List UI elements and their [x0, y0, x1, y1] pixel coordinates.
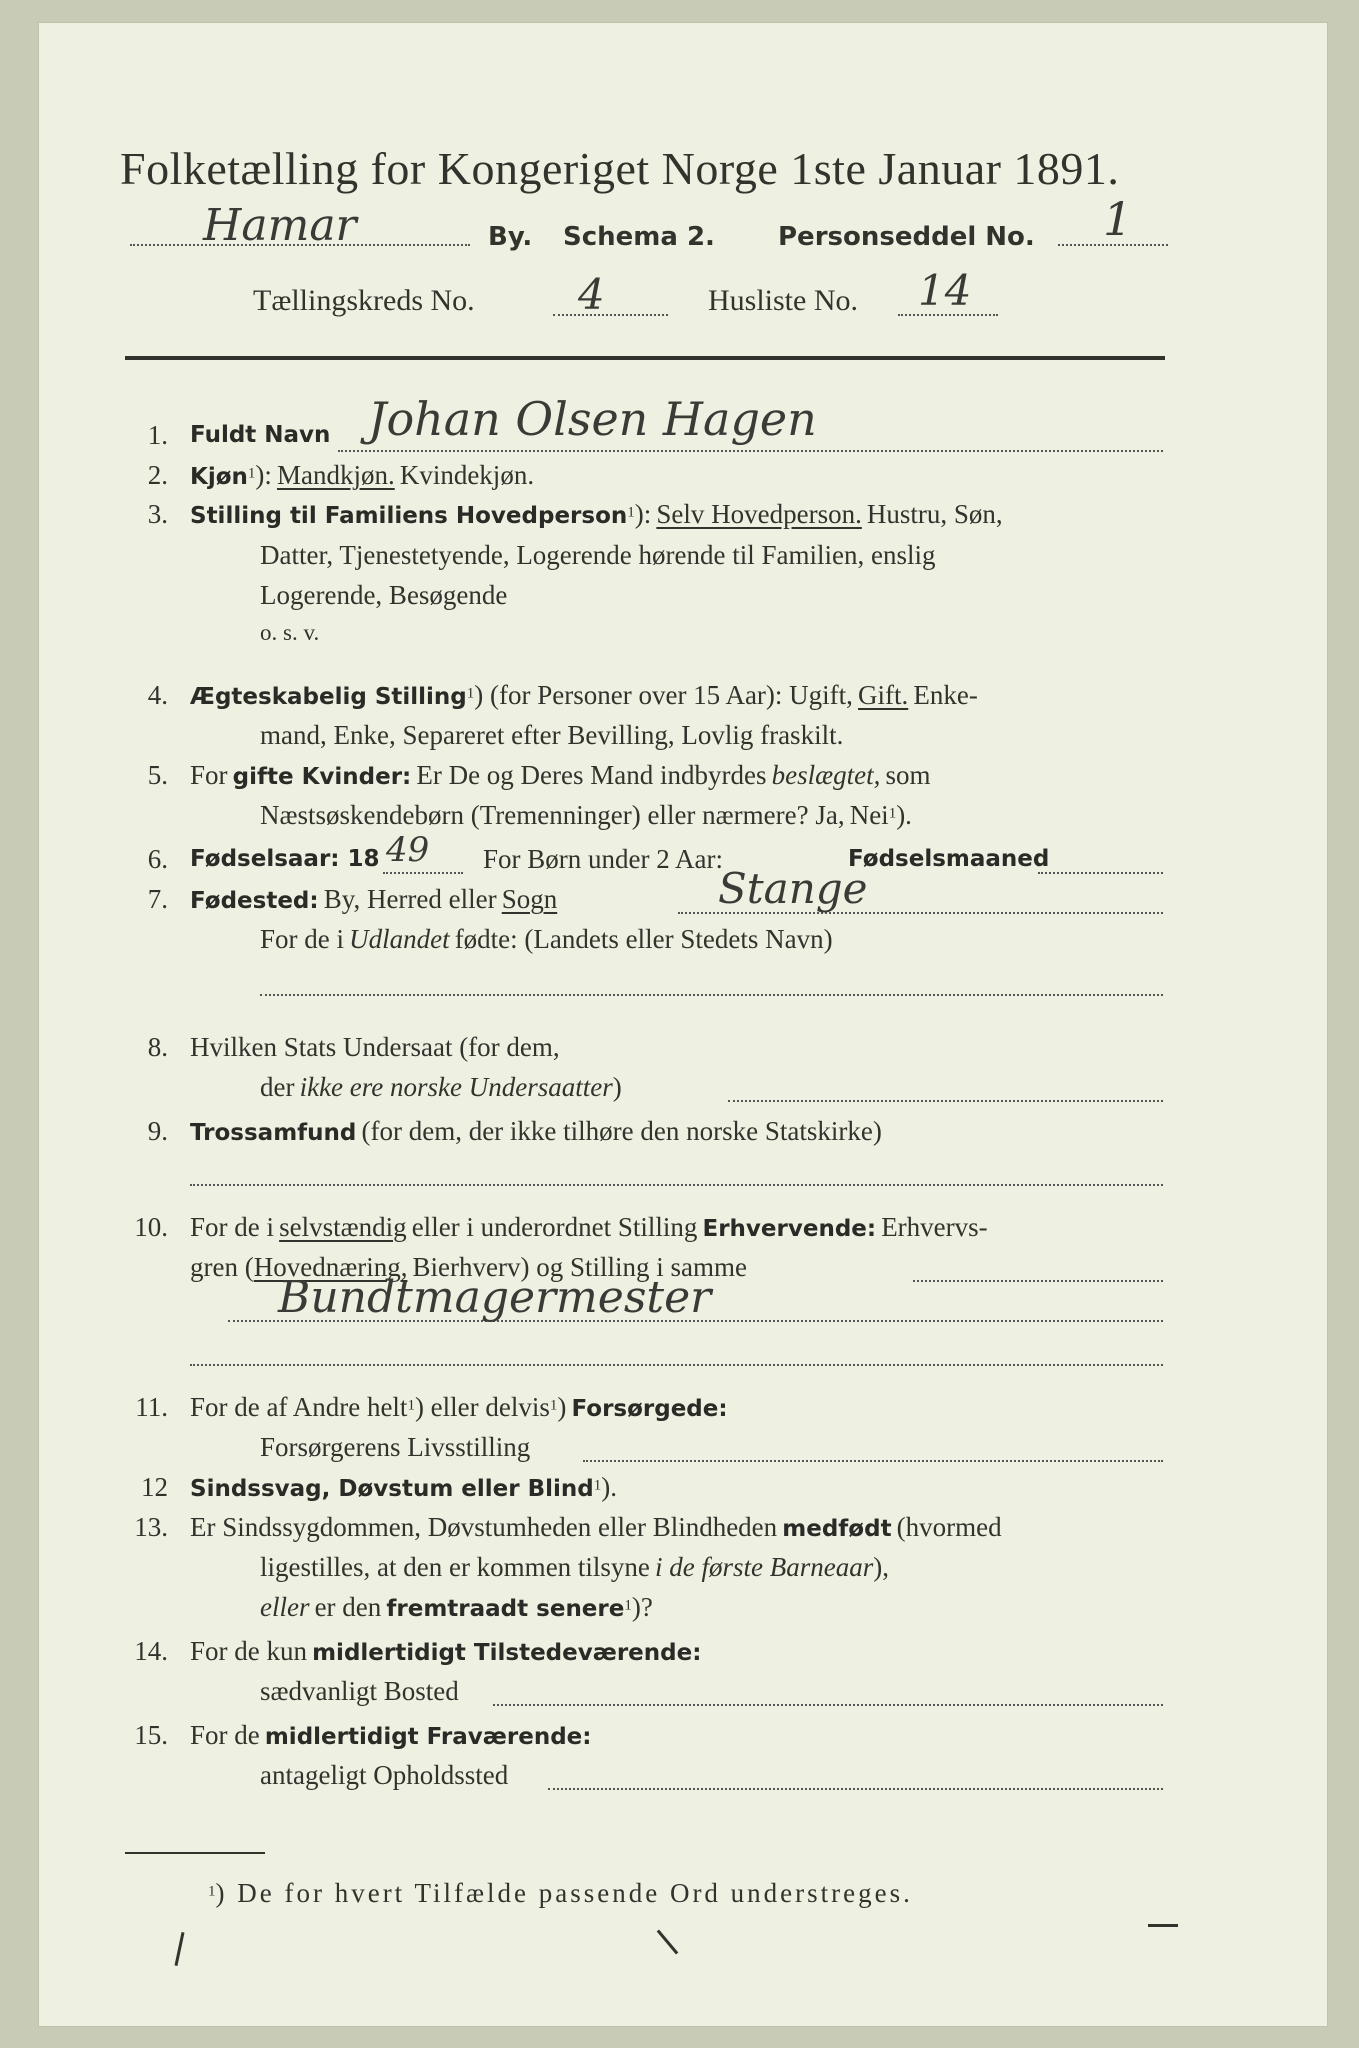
family-position-label: Stilling til Familiens Hovedperson [190, 503, 628, 529]
abroad-dotted-line [260, 994, 1163, 996]
congenital-line3-text: er den [314, 1592, 382, 1622]
birth-month-label: Fødselsmaaned [848, 846, 1050, 872]
supported-footnote-mark-1: 1 [407, 1397, 415, 1414]
temporary-absent-label: midlertidigt Fraværende: [264, 1724, 592, 1750]
occupation-selvstaendig: selvstændig [279, 1212, 407, 1242]
footnote-text: ) De for hvert Tilfælde passende Ord understreges. [215, 1878, 913, 1908]
occupation-dotted-line1 [913, 1280, 1163, 1282]
item-number: 10. [134, 1212, 168, 1242]
occupation-line1 [190, 1212, 988, 1243]
pen-mark [174, 1932, 184, 1966]
abroad-lead: For de i [260, 924, 344, 954]
citizenship-italic: ikke ere norske Undersaatter [299, 1072, 613, 1102]
family-position-footnote-mark: 1 [627, 504, 635, 521]
congenital-line3-close: )? [631, 1592, 653, 1622]
probable-residence-label: antageligt Opholdssted [260, 1760, 509, 1790]
birthplace-options: By, Herred eller [323, 884, 497, 914]
item-number: 8. [147, 1032, 168, 1062]
congenital-label: medfødt [782, 1516, 892, 1542]
husliste-label: Husliste No. [708, 284, 858, 317]
married-women-label: gifte Kvinder: [232, 764, 412, 790]
item-number: 13. [134, 1512, 168, 1542]
occupation-label: Erhvervende: [702, 1216, 877, 1242]
congenital-line2-italic: i de første Barneaar [655, 1552, 874, 1582]
birth-year-label: Fødselsaar: 18 [190, 846, 380, 872]
congenital-line2-text: ligestilles, at den er kommen tilsyne [260, 1552, 650, 1582]
item-number: 12 [141, 1472, 168, 1502]
citizenship-lead: der [260, 1072, 295, 1102]
census-form-paper [38, 22, 1328, 2027]
husliste-value: 14 [918, 266, 972, 315]
marital-status-cont: Enke- [913, 680, 978, 710]
birthplace-line [190, 884, 557, 915]
abroad-italic: Udlandet [349, 924, 450, 954]
supported-footnote-mark-2: 1 [549, 1397, 558, 1414]
temporary-absent-line [190, 1720, 591, 1751]
married-women-question: Næstsøskendebørn (Tremenninger) eller nærmere? Ja, [260, 800, 845, 830]
religion-dotted-line [190, 1184, 1163, 1186]
supported-label: Forsørgede: [571, 1396, 728, 1422]
by-label: By. [488, 222, 533, 252]
supported-mid: ) eller delvis [414, 1392, 550, 1422]
full-name-value: Johan Olsen Hagen [368, 392, 817, 446]
footnote-mark: 1 [208, 1883, 216, 1900]
footnote [208, 1878, 913, 1909]
citizenship-line2 [260, 1072, 622, 1103]
marital-status-text: ) (for Personer over 15 Aar): Ugift, [474, 680, 853, 710]
marital-status-footnote-mark: 1 [466, 685, 475, 702]
kreds-dotted-line [553, 314, 668, 316]
occupation-bierhverv: Bierhverv) og Stilling i samme [412, 1252, 748, 1282]
temporary-present-line [190, 1636, 701, 1667]
footnote-rule [125, 1852, 265, 1854]
birth-month-text: For Børn under 2 Aar: [483, 844, 723, 874]
full-name-dotted-line [338, 450, 1163, 452]
kreds-label: Tællingskreds No. [253, 284, 475, 317]
pen-mark [657, 1930, 679, 1955]
header-rule [125, 356, 1165, 360]
birth-year-dotted-line [383, 872, 463, 874]
usual-residence-dotted-line [493, 1704, 1163, 1706]
congenital-line3-label: fremtraadt senere [386, 1596, 625, 1622]
personseddel-label: Personseddel No. [778, 222, 1035, 252]
usual-residence-label: sædvanligt Bosted [260, 1676, 459, 1706]
family-position-options-line2: Datter, Tjenestetyende, Logerende hørende til Familien, enslig [260, 540, 936, 570]
married-women-text: Er De og Deres Mand indbyrdes [416, 760, 767, 790]
marital-status-line [190, 680, 978, 711]
marital-status-selected: Gift. [858, 680, 909, 710]
congenital-line3 [260, 1592, 653, 1623]
congenital-line2 [260, 1552, 889, 1583]
occupation-value: Bundtmagermester [278, 1272, 712, 1323]
temporary-absent-lead: For de [190, 1720, 260, 1750]
family-position-selected: Selv Hovedperson. [656, 499, 862, 529]
congenital-footnote-mark: 1 [624, 1597, 632, 1614]
disability-footnote-mark: 1 [593, 1477, 602, 1494]
married-women-line2 [260, 800, 912, 831]
sex-line [190, 460, 534, 491]
birth-month-dotted-line [1038, 872, 1163, 874]
disability-label: Sindssvag, Døvstum eller Blind [190, 1476, 594, 1502]
citizenship-line1: Hvilken Stats Undersaat (for dem, [190, 1032, 560, 1062]
family-position-line [190, 499, 1003, 530]
occupation-hovednaering: Hovednæring, [253, 1252, 408, 1282]
item-number: 9. [147, 1116, 168, 1146]
disability-line [190, 1472, 617, 1503]
congenital-line1 [190, 1512, 1002, 1543]
item-number: 11. [135, 1392, 168, 1422]
city-handwritten: Hamar [203, 200, 357, 251]
congenital-text: Er Sindssygdommen, Døvstumheden eller Blindheden [190, 1512, 778, 1542]
married-women-lead: For [190, 760, 228, 790]
item-number: 15. [134, 1720, 168, 1750]
schema-label: Schema 2. [563, 222, 715, 252]
citizenship-dotted-line [728, 1100, 1163, 1102]
sex-label: Kjøn [190, 464, 248, 490]
form-title: Folketælling for Kongeriget Norge 1ste Januar 1891. [120, 143, 1120, 194]
disability-end: ). [601, 1472, 618, 1502]
occupation-lead: For de i [190, 1212, 274, 1242]
marital-status-label: Ægteskabelig Stilling [190, 684, 467, 710]
temporary-present-lead: For de kun [190, 1636, 307, 1666]
sex-colon: ): [255, 460, 272, 490]
kreds-value: 4 [578, 270, 605, 319]
item-number: 14. [134, 1636, 168, 1666]
supporter-occupation-label: Forsørgerens Livsstilling [260, 1432, 531, 1462]
congenital-line3-italic: eller [260, 1592, 310, 1622]
sex-footnote-mark: 1 [247, 465, 256, 482]
married-women-footnote-mark: 1 [888, 805, 897, 822]
abroad-end: fødte: (Landets eller Stedets Navn) [454, 924, 833, 954]
married-women-nei: Nei [849, 800, 889, 830]
birthplace-value: Stange [718, 864, 868, 913]
sex-option-female: Kvindekjøn. [399, 460, 535, 490]
full-name-label: Fuldt Navn [190, 422, 331, 448]
supported-lead: For de af Andre helt [190, 1392, 408, 1422]
marital-status-line2: mand, Enke, Separeret efter Bevilling, Lovlig fraskilt. [260, 720, 844, 750]
occupation-gren: gren ( [190, 1252, 254, 1282]
family-position-options-line3: Logerende, Besøgende [260, 580, 508, 610]
item-number: 2. [147, 460, 168, 490]
congenital-end: (hvormed [896, 1512, 1002, 1542]
occupation-dotted-line3 [190, 1364, 1163, 1366]
married-women-close: ). [896, 800, 912, 830]
family-position-colon: ): [634, 499, 652, 529]
family-position-options-cont: Hustru, Søn, [866, 499, 1003, 529]
married-women-line [190, 760, 930, 791]
supporter-occupation-dotted-line [583, 1460, 1163, 1462]
birth-year-value: 49 [386, 830, 430, 870]
birthplace-label: Fødested: [190, 888, 319, 914]
religion-text: (for dem, der ikke tilhøre den norske Statskirke) [361, 1116, 882, 1146]
item-number: 4. [147, 680, 168, 710]
religion-line [190, 1116, 882, 1147]
religion-label: Trossamfund [190, 1120, 357, 1146]
birthplace-sogn: Sogn [501, 884, 558, 914]
personseddel-value: 1 [1103, 192, 1133, 246]
item-number: 6. [147, 844, 168, 874]
item-number: 3. [147, 499, 168, 529]
probable-residence-dotted-line [548, 1788, 1163, 1790]
item-number: 1. [147, 420, 168, 450]
citizenship-close: ) [612, 1072, 622, 1102]
birthplace-abroad-line [260, 924, 833, 955]
congenital-line2-close: ), [873, 1552, 889, 1582]
occupation-end: Erhvervs- [881, 1212, 988, 1242]
married-women-end: som [885, 760, 931, 790]
family-position-options-line4: o. s. v. [260, 620, 320, 645]
sex-option-male: Mandkjøn. [276, 460, 395, 490]
item-number: 5. [147, 760, 168, 790]
temporary-present-label: midlertidigt Tilstedeværende: [312, 1640, 702, 1666]
married-women-italic: beslægtet, [771, 760, 881, 790]
occupation-text: eller i underordnet Stilling [411, 1212, 698, 1242]
supported-line: For de af Andre helt$^1$) eller delvis$^1$) Forsørgede: [190, 1392, 728, 1422]
item-number: 7. [147, 884, 168, 914]
pen-mark [1148, 1924, 1178, 1927]
